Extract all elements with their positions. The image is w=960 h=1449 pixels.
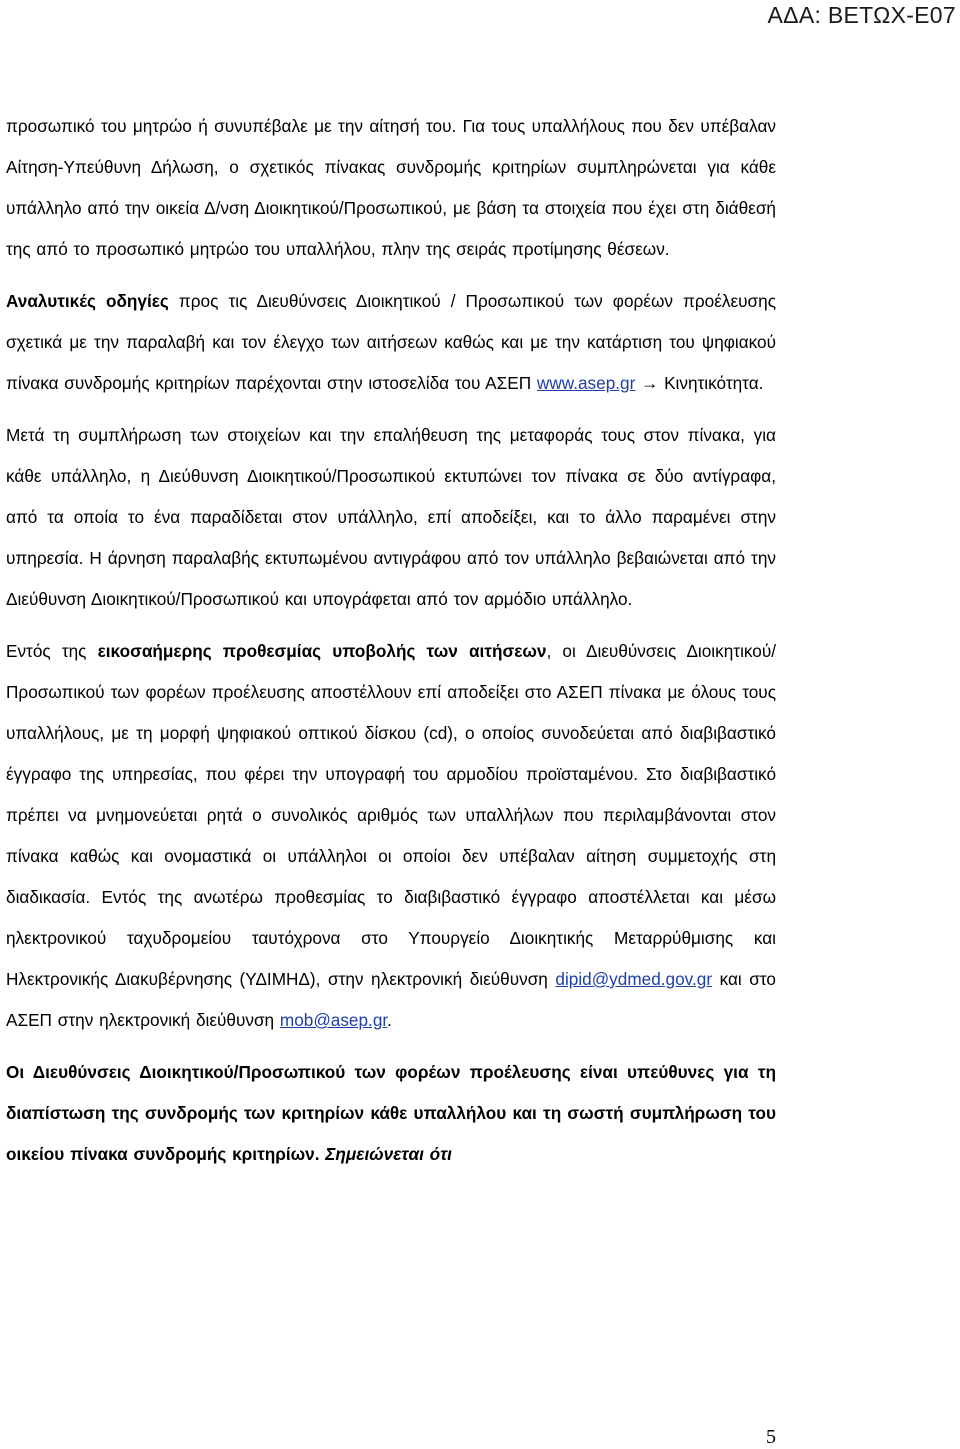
paragraph-3-text: Μετά τη συμπλήρωση των στοιχείων και την επαλήθευση της μεταφοράς τους στον πίνακα, για κάθε υπάλληλο, η Διεύθυνση Διοικητικού/Προσωπικού εκτυπώνει τον πίνακα σε δύο αντίγραφα, από τα οποία το ένα παραδίδεται στον υπάλληλο, επί αποδείξει, και το άλλο παραμένει στην υπηρεσία. Η άρνηση παραλαβής εκτυπωμένου αντιγράφου από τον υπάλληλο βεβαιώνεται από την Διεύθυνση Διοικητικού/Προσωπικού και υπογράφεται από τον αρμόδιο υπάλληλο. [6,425,776,609]
paragraph-2-lead: Αναλυτικές οδηγίες [6,291,169,311]
ydmed-email-link[interactable]: dipid@ydmed.gov.gr [555,969,713,989]
paragraph-4-deadline: εικοσαήμερης προθεσμίας υποβολής των αιτήσεων [97,641,547,661]
paragraph-2-tail: Κινητικότητα. [664,373,764,393]
asep-email-link[interactable]: mob@asep.gr [279,1010,388,1030]
paragraph-3 [6,415,776,620]
paragraph-1 [6,106,776,270]
paragraph-2-text: προς τις Διευθύνσεις Διοικητικού / Προσωπικού των φορέων προέλευσης σχετικά με την παραλαβή και τον έλεγχο των αιτήσεων καθώς και με την κατάρτιση του ψηφιακού πίνακα συνδρομής κριτηρίων παρέχονται στην ιστοσελίδα του ΑΣΕΠ [6,291,776,393]
paragraph-4-end: . [387,1010,392,1030]
page-number: 5 [766,1426,776,1448]
arrow-icon: → [635,373,665,393]
paragraph-5-text: Οι Διευθύνσεις Διοικητικού/Προσωπικού των φορέων προέλευσης είναι υπεύθυνες για τη διαπίστωση της συνδρομής των κριτηρίων κάθε υπαλλήλου και τη σωστή συμπλήρωση του οικείου πίνακα συνδρομής κριτηρίων. [6,1062,776,1164]
paragraph-4 [6,631,776,1041]
paragraph-2 [6,281,776,404]
paragraph-1-text: προσωπικό του μητρώο ή συνυπέβαλε με την αίτησή του. Για τους υπαλλήλους που δεν υπέβαλαν Αίτηση-Υπεύθυνη Δήλωση, ο σχετικός πίνακας συνδρομής κριτηρίων συμπληρώνεται για κάθε υπάλληλο από την οικεία Δ/νση Διοικητικού/Προσωπικού, με βάση τα στοιχεία που έχει στη διάθεσή της από το προσωπικό μητρώο του υπαλλήλου, πλην της σειράς προτίμησης θέσεων. [6,116,776,259]
paragraph-5 [6,1052,776,1175]
paragraph-5-note: Σημειώνεται ότι [319,1144,452,1164]
paragraph-4-lead: Εντός της [6,641,98,661]
ada-code: ΑΔΑ: ΒΕΤΩΧ-Ε07 [767,2,956,28]
asep-website-link[interactable]: www.asep.gr [536,373,636,393]
paragraph-4-mid: και στο ΑΣΕΠ στην ηλεκτρονική διεύθυνση [6,969,776,1030]
paragraph-4-text: , οι Διευθύνσεις Διοικητικού/Προσωπικού των φορέων προέλευσης αποστέλλουν επί αποδείξει στο ΑΣΕΠ πίνακα με όλους τους υπαλλήλους, με τη μορφή ψηφιακού οπτικού δίσκου (cd), ο οποίος συνοδεύεται από διαβιβαστικό έγγραφο της υπηρεσίας, που φέρει την υπογραφή του αρμοδίου προϊσταμένου. Στο διαβιβαστικό πρέπει να μνημονεύεται ρητά ο συνολικός αριθμός των υπαλλήλων που περιλαμβάνονται στον πίνακα καθώς και ονομαστικά οι υπάλληλοι οι οποίοι δεν υπέβαλαν αίτηση συμμετοχής στη διαδικασία. Εντός της ανωτέρω προθεσμίας το διαβιβαστικό έγγραφο αποστέλλεται και μέσω ηλεκτρονικού ταχυδρομείου ταυτόχρονα στο Υπουργείο Διοικητικής Μεταρρύθμισης και Ηλεκτρονικής Διακυβέρνησης (ΥΔΙΜΗΔ), στην ηλεκτρονική διεύθυνση [6,641,777,989]
document-body [6,106,776,1175]
